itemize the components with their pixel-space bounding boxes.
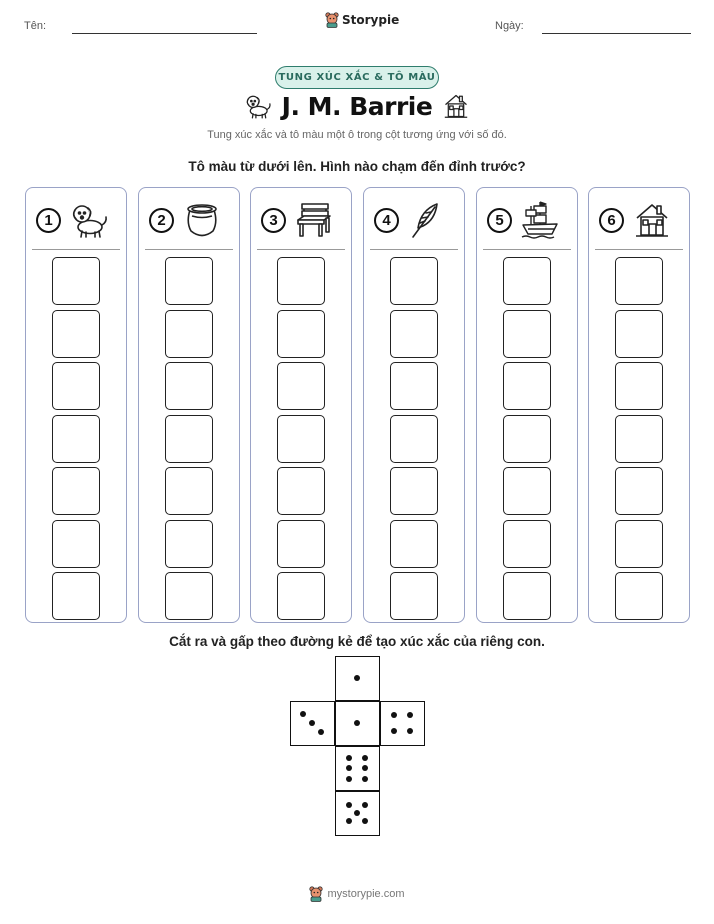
- die-pip: [346, 818, 352, 824]
- color-cell: [52, 467, 100, 515]
- color-cell: [165, 520, 213, 568]
- column-header: [261, 200, 345, 240]
- cell-stack: [503, 257, 551, 625]
- die-pip: [309, 720, 315, 726]
- column-3: [250, 187, 352, 623]
- number-badge: 4: [374, 208, 399, 233]
- cell-stack: [165, 257, 213, 625]
- color-cell: [503, 415, 551, 463]
- color-cell: [52, 257, 100, 305]
- color-cell: [390, 257, 438, 305]
- die-pip: [362, 755, 368, 761]
- color-cell: [503, 467, 551, 515]
- column-header: [487, 200, 571, 240]
- color-cell: [277, 415, 325, 463]
- color-cell: [52, 362, 100, 410]
- date-line: [542, 33, 691, 34]
- die-pip: [346, 802, 352, 808]
- color-cell: [277, 520, 325, 568]
- name-label: Tên:: [24, 20, 47, 32]
- date-label: Ngày:: [495, 20, 524, 32]
- pot-icon: [182, 200, 222, 240]
- color-cell: [390, 310, 438, 358]
- color-cell: [503, 310, 551, 358]
- color-cell: [165, 467, 213, 515]
- cell-stack: [277, 257, 325, 625]
- die-pip: [407, 728, 413, 734]
- color-cell: [615, 572, 663, 620]
- die-pip: [354, 810, 360, 816]
- footer: [0, 886, 714, 902]
- color-cell: [277, 310, 325, 358]
- column-header: [599, 200, 683, 240]
- die-pip: [354, 675, 360, 681]
- color-cell: [615, 520, 663, 568]
- column-divider: [32, 249, 120, 250]
- footer-url: mystorypie.com: [327, 888, 405, 900]
- color-cell: [52, 415, 100, 463]
- color-cell: [277, 572, 325, 620]
- color-cell: [165, 257, 213, 305]
- die-pip: [346, 776, 352, 782]
- die-pip: [391, 728, 397, 734]
- column-header: [374, 200, 458, 240]
- die-face-bottom: [335, 791, 380, 836]
- number-badge: 5: [487, 208, 512, 233]
- house-icon: [632, 200, 672, 240]
- bench-icon: [294, 200, 334, 240]
- color-cell: [165, 572, 213, 620]
- color-cell: [277, 257, 325, 305]
- column-4: [363, 187, 465, 623]
- color-cell: [615, 362, 663, 410]
- logo-text: Storypie: [342, 13, 400, 27]
- color-cell: [165, 415, 213, 463]
- die-pip: [362, 765, 368, 771]
- ship-icon: [520, 200, 560, 240]
- column-5: [476, 187, 578, 623]
- color-cell: [615, 310, 663, 358]
- activity-badge: TUNG XÚC XẮC & TÔ MÀU: [275, 66, 439, 89]
- die-pip: [362, 802, 368, 808]
- column-divider: [483, 249, 571, 250]
- color-cell: [615, 257, 663, 305]
- column-divider: [370, 249, 458, 250]
- number-badge: 1: [36, 208, 61, 233]
- dog-icon: [69, 200, 109, 240]
- bear-icon: [325, 12, 339, 28]
- column-divider: [145, 249, 233, 250]
- column-divider: [257, 249, 345, 250]
- color-cell: [52, 310, 100, 358]
- color-cell: [503, 520, 551, 568]
- color-cell: [165, 362, 213, 410]
- cell-stack: [615, 257, 663, 625]
- color-cell: [52, 520, 100, 568]
- color-cell: [615, 415, 663, 463]
- number-badge: 3: [261, 208, 286, 233]
- column-header: [36, 200, 120, 240]
- bear-icon: [309, 886, 323, 902]
- color-cell: [277, 467, 325, 515]
- die-face-lower: [335, 746, 380, 791]
- color-cell: [52, 572, 100, 620]
- die-face-top: [335, 656, 380, 701]
- number-badge: 6: [599, 208, 624, 233]
- die-pip: [407, 712, 413, 718]
- color-cell: [390, 362, 438, 410]
- storypie-logo: [325, 12, 399, 28]
- column-2: [138, 187, 240, 623]
- subtitle: Tung xúc xắc và tô màu một ô trong cột tương ứng với số đó.: [207, 129, 507, 141]
- die-face-left: [290, 701, 335, 746]
- color-cell: [615, 467, 663, 515]
- column-divider: [595, 249, 683, 250]
- color-cell: [503, 362, 551, 410]
- die-pip: [391, 712, 397, 718]
- die-pip: [300, 711, 306, 717]
- color-cell: [503, 257, 551, 305]
- instruction-top: Tô màu từ dưới lên. Hình nào chạm đến đỉnh trước?: [188, 159, 526, 174]
- die-face-right: [380, 701, 425, 746]
- page-title: J. M. Barrie: [281, 92, 433, 121]
- die-pip: [362, 776, 368, 782]
- color-cell: [390, 572, 438, 620]
- cell-stack: [390, 257, 438, 625]
- house-icon: [442, 92, 470, 120]
- die-pip: [346, 755, 352, 761]
- die-pip: [362, 818, 368, 824]
- cell-stack: [52, 257, 100, 625]
- number-badge: 2: [149, 208, 174, 233]
- color-cell: [390, 520, 438, 568]
- die-face-center: [335, 701, 380, 746]
- column-1: [25, 187, 127, 623]
- color-cell: [390, 467, 438, 515]
- color-cell: [277, 362, 325, 410]
- column-6: [588, 187, 690, 623]
- color-cell: [390, 415, 438, 463]
- die-pip: [346, 765, 352, 771]
- name-line: [72, 33, 257, 34]
- die-pip: [318, 729, 324, 735]
- feather-icon: [407, 200, 447, 240]
- column-header: [149, 200, 233, 240]
- color-cell: [503, 572, 551, 620]
- color-cell: [165, 310, 213, 358]
- instruction-bottom: Cắt ra và gấp theo đường kẻ để tạo xúc xắc của riêng con.: [169, 634, 545, 649]
- die-pip: [354, 720, 360, 726]
